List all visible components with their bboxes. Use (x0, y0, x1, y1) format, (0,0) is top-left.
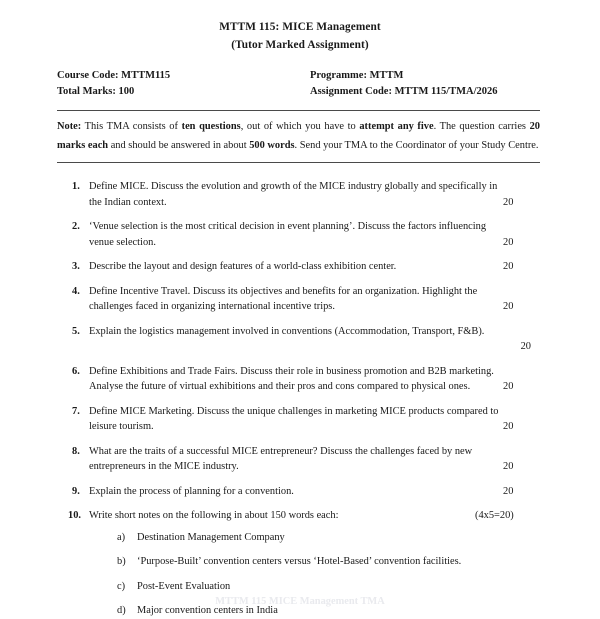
question-text: Explain the process of planning for a convention. (89, 485, 294, 497)
question-item (72, 364, 543, 395)
question-number: 1. (72, 181, 80, 192)
question-body (89, 219, 543, 250)
question-text: Define Exhibitions and Trade Fairs. Discuss their role in business promotion and B2B marketing. Analyse the future of virtual exhibitions and their pros and cons compared to physical ones. (89, 365, 494, 392)
sub-question-text: Major convention centers in India (137, 605, 278, 616)
question-item (72, 259, 543, 275)
question-item (72, 404, 543, 435)
question-item (72, 219, 543, 250)
question-marks: (4x5=20) (475, 510, 514, 521)
question-text: Define MICE Marketing. Discuss the unique challenges in marketing MICE products compared to leisure tourism. (89, 405, 499, 432)
question-item (72, 484, 543, 500)
question-text: Define MICE. Discuss the evolution and growth of the MICE industry globally and specifically in the Indian context. (89, 181, 498, 208)
question-item (72, 444, 543, 475)
question-item (72, 284, 543, 315)
question-marks: 20 (503, 261, 514, 272)
question-marks: 20 (503, 381, 514, 392)
course-code: Course Code: MTTM115 (57, 70, 171, 81)
question-marks: 20 (503, 461, 514, 472)
note-part-1: This TMA consists of (81, 121, 182, 132)
question-number: 10. (68, 510, 81, 521)
note-part-2: , out of which you have to (240, 121, 360, 132)
sub-question-item (117, 554, 543, 570)
sub-question-text: Post-Event Evaluation (137, 580, 231, 592)
note-bold-4: 500 words (249, 139, 295, 151)
question-marks: 20 (503, 196, 514, 208)
total-marks: Total Marks: 100 (57, 85, 135, 97)
question-marks: 20 (503, 485, 514, 497)
footer-text: MTTM 115 MICE Management TMA (215, 596, 385, 607)
question-number: 2. (72, 221, 80, 232)
question-number: 4. (72, 285, 80, 297)
note-bold-3: 20 marks each (57, 121, 540, 151)
question-marks: 20 (520, 341, 531, 352)
page-subtitle: (Tutor Marked Assignment) (231, 39, 369, 51)
note-label: Note: (57, 121, 82, 132)
sub-question-label: b) (117, 556, 126, 567)
question-text: ‘Venue selection is the most critical decision in event planning’. Discuss the factors influencing venue selection. (89, 221, 487, 248)
document-header (0, 0, 600, 54)
sub-question-text: ‘Purpose-Built’ convention centers versus ‘Hotel-Based’ convention facilities. (137, 556, 462, 567)
meta-row-second (57, 84, 543, 100)
course-meta-block (0, 68, 600, 99)
sub-question-item (117, 530, 543, 546)
question-text: Define Incentive Travel. Discuss its objectives and benefits for an organization. Highlight the challenges faced in organizing international incentive trips. (89, 285, 478, 312)
question-item (72, 179, 543, 210)
question-body (89, 364, 543, 395)
footer-clipped-text (0, 592, 600, 607)
question-number: 9. (72, 485, 80, 497)
assignment-code: Assignment Code: MTTM 115/TMA/2026 (310, 85, 498, 97)
question-body (89, 324, 543, 355)
question-body (89, 179, 543, 210)
question-text: Describe the layout and design features of a world-class exhibition center. (89, 261, 397, 272)
question-text: What are the traits of a successful MICE entrepreneur? Discuss the challenges faced by new entrepreneurs in the MICE industry. (89, 445, 473, 472)
note-text (57, 118, 540, 155)
question-body (89, 284, 543, 315)
question-list (68, 179, 543, 619)
question-text: Write short notes on the following in about 150 words each: (89, 510, 339, 521)
question-text: Explain the logistics management involved in conventions (Accommodation, Transport, F&B). (89, 325, 485, 337)
note-part-5: . Send your TMA to the Coordinator of your Study Centre. (294, 139, 539, 151)
question-marks: 20 (503, 301, 514, 312)
sub-question-label: c) (117, 580, 126, 592)
question-number: 5. (72, 325, 80, 337)
question-number: 6. (72, 365, 80, 377)
meta-row-first (57, 68, 543, 84)
question-body (89, 444, 543, 475)
question-marks: 20 (503, 236, 514, 248)
note-block (57, 110, 540, 163)
page-title: MTTM 115: MICE Management (219, 21, 381, 33)
note-part-4: and should be answered in about (108, 139, 250, 151)
question-body (89, 508, 543, 524)
sub-question-text: Destination Management Company (137, 531, 285, 543)
note-part-3: . The question carries (433, 121, 530, 132)
question-number: 3. (72, 261, 80, 272)
question-body (89, 404, 543, 435)
note-bold-1: ten questions (181, 121, 241, 132)
question-number: 7. (72, 405, 80, 417)
note-bold-2: attempt any five (359, 121, 434, 132)
question-number: 8. (72, 445, 80, 457)
sub-question-label: a) (117, 531, 126, 543)
sub-question-label: d) (117, 605, 126, 616)
question-body (89, 259, 543, 275)
question-marks: 20 (503, 421, 514, 432)
question-body (89, 484, 543, 500)
programme: Programme: MTTM (310, 70, 404, 81)
question-item (72, 324, 543, 355)
